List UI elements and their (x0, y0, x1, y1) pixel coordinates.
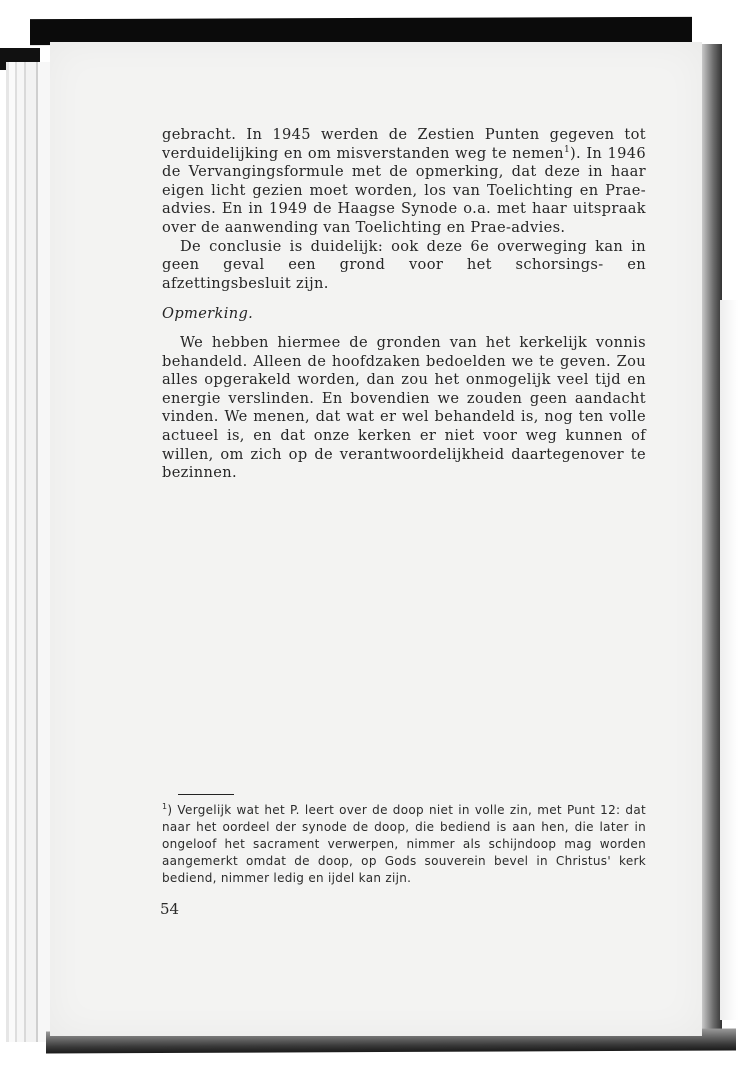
paragraph-remark: We hebben hiermee de gronden van het kerkelijk vonnis behandeld. Alleen de hoofdzaken bedoelden we te geven. Zou alles opgerakeld worden, dan zou het onmogelijk veel tijd en energie verslinden. En bovendien we zouden geen aandacht vinden. We menen, dat wat er wel behandeld is, nog ten volle actueel is, en dat onze kerken er niet voor weg kunnen of willen, om zich op de verantwoordelijkheid daartegenover te bezinnen. (162, 333, 646, 482)
page-number: 54 (160, 900, 180, 918)
footnote-text: ) Vergelijk wat het P. leert over de doop niet in volle zin, met Punt 12: dat naar het oordeel der synode de doop, die bediend is aan hen, die later in ongeloof het sacrament verwerpen, nimmer als schijndoop mag worden aangemerkt omdat de doop, op Gods souverein bevel in Christus' kerk bediend, nimmer ledig en ijdel kan zijn. (162, 803, 646, 885)
footnote-reference: 1 (563, 144, 571, 155)
paragraph-conclusion: De conclusie is duidelijk: ook deze 6e overweging kan in geen geval een grond voor het schorsings- en afzettingsbesluit zijn. (162, 237, 646, 292)
footnote (162, 802, 646, 887)
footnote-divider (178, 794, 234, 795)
scan-right-shadow (700, 44, 722, 1034)
body-text (162, 126, 646, 483)
scan-top-edge (30, 17, 692, 45)
paragraph-1-text-cont: ). In 1946 de Vervangingsformule met de opmerking, dat deze in haar eigen licht gezien moet worden, los van Toelichting en Prae-advies. En in 1949 de Haagse Synode o.a. met haar uitspraak over de aanwending van Toelichting en Prae-advies. (162, 144, 646, 236)
scan-right-margin (720, 300, 738, 1020)
paragraph-1-text: gebracht. In 1945 werden de Zestien Punten gegeven tot verduidelijking en om misverstanden weg te nemen (162, 126, 646, 162)
book-page-edges (6, 62, 50, 1042)
footnote-marker: 1 (162, 802, 168, 811)
section-heading: Opmerking. (162, 305, 254, 323)
paragraph-continuation (162, 126, 646, 238)
